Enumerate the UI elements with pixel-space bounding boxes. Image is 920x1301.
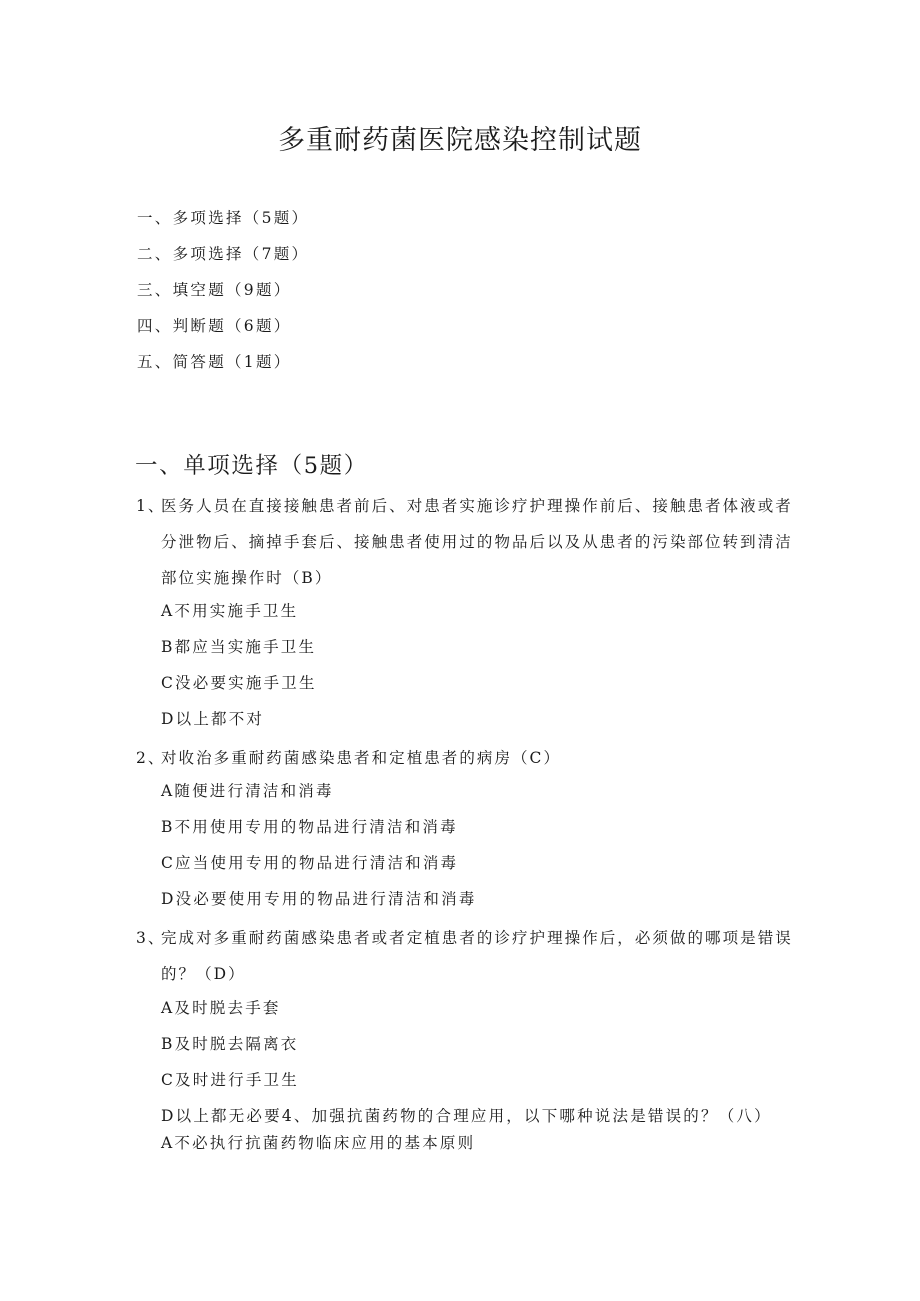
toc-item: 二、多项选择（7题） [137, 245, 310, 263]
option-b: B都应当实施手卫生 [161, 638, 317, 656]
question-text: 对收治多重耐药菌感染患者和定植患者的病房（C） [161, 749, 562, 767]
option-b: B不用使用专用的物品进行清洁和消毒 [161, 818, 458, 836]
section-heading: 一、单项选择（5题） [135, 453, 368, 479]
question-2 [136, 740, 796, 776]
toc-item: 四、判断题（6题） [137, 317, 292, 335]
toc-item: 一、多项选择（5题） [137, 209, 310, 227]
question-4-option-a: A不必执行抗菌药物临床应用的基本原则 [161, 1134, 476, 1152]
option-b: B及时脱去隔离衣 [161, 1035, 299, 1053]
question-text: 医务人员在直接接触患者前后、对患者实施诊疗护理操作前后、接触患者体液或者分泄物后、摘掉手套后、接触患者使用过的物品后以及从患者的污染部位转到清洁部位实施操作时（B） [161, 497, 793, 587]
question-number: 3、 [136, 929, 166, 947]
document-title: 多重耐药菌医院感染控制试题 [278, 125, 642, 156]
question-text: 完成对多重耐药菌感染患者或者定植患者的诊疗护理操作后，必须做的哪项是错误的？（D） [161, 929, 793, 983]
option-d: D以上都不对 [161, 710, 265, 728]
option-c: C没必要实施手卫生 [161, 674, 317, 692]
question-3 [136, 920, 796, 992]
question-1 [136, 488, 796, 596]
toc-item: 五、简答题（1题） [137, 353, 292, 371]
option-c: C应当使用专用的物品进行清洁和消毒 [161, 854, 459, 872]
option-c: C及时进行手卫生 [161, 1071, 299, 1089]
option-a: A不用实施手卫生 [161, 602, 299, 620]
toc-item: 三、填空题（9题） [137, 281, 292, 299]
option-d: D以上都无必要4、加强抗菌药物的合理应用，以下哪种说法是错误的？（八） [161, 1107, 772, 1125]
option-a: A随便进行清洁和消毒 [161, 782, 334, 800]
option-a: A及时脱去手套 [161, 999, 281, 1017]
option-d: D没必要使用专用的物品进行清洁和消毒 [161, 890, 477, 908]
question-number: 2、 [136, 749, 166, 767]
table-of-contents [137, 206, 837, 386]
question-number: 1、 [136, 497, 166, 515]
